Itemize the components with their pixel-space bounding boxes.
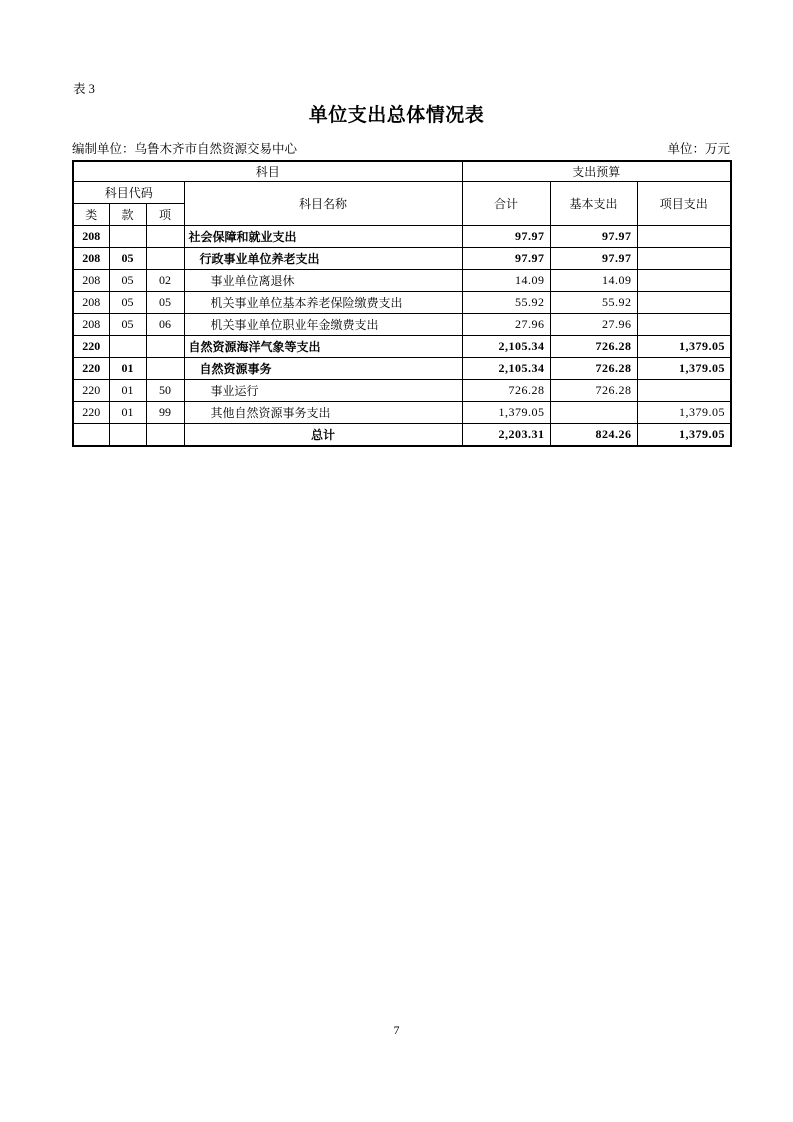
cell-basic-expenditure [550, 402, 637, 424]
cell-section-code: 05 [109, 314, 146, 336]
header-subject-code: 科目代码 [73, 182, 184, 204]
cell-project-expenditure [637, 314, 731, 336]
cell-class-code: 220 [73, 336, 109, 358]
header-item: 项 [146, 204, 184, 226]
cell-section-code [109, 336, 146, 358]
cell-basic-expenditure: 55.92 [550, 292, 637, 314]
table-row [73, 402, 731, 424]
cell-item-code: 05 [146, 292, 184, 314]
cell-basic-expenditure: 14.09 [550, 270, 637, 292]
table-body [73, 226, 731, 446]
cell-section-code: 01 [109, 358, 146, 380]
page-title: 单位支出总体情况表 [308, 105, 485, 126]
cell-basic-expenditure: 27.96 [550, 314, 637, 336]
cell-subject-name: 自然资源海洋气象等支出 [184, 336, 462, 358]
cell-project-expenditure [637, 226, 731, 248]
header-row-2 [73, 182, 731, 204]
cell-section-code: 05 [109, 248, 146, 270]
table-row [73, 336, 731, 358]
cell-section-code [109, 226, 146, 248]
cell-basic-expenditure: 726.28 [550, 336, 637, 358]
cell-section-code: 01 [109, 402, 146, 424]
cell-project-expenditure: 1,379.05 [637, 358, 731, 380]
cell-section-code: 05 [109, 270, 146, 292]
cell-class-code [73, 424, 109, 446]
cell-item-code [146, 248, 184, 270]
cell-class-code: 220 [73, 358, 109, 380]
header-project-expenditure: 项目支出 [637, 182, 731, 226]
header-expenditure-budget: 支出预算 [462, 161, 731, 182]
cell-total: 2,105.34 [462, 358, 550, 380]
meta-row [72, 139, 730, 157]
cell-subject-name: 其他自然资源事务支出 [184, 402, 462, 424]
table-row [73, 424, 731, 446]
cell-total: 27.96 [462, 314, 550, 336]
cell-basic-expenditure: 97.97 [550, 248, 637, 270]
cell-basic-expenditure: 824.26 [550, 424, 637, 446]
cell-project-expenditure [637, 270, 731, 292]
cell-class-code: 208 [73, 292, 109, 314]
cell-subject-name: 总计 [184, 424, 462, 446]
cell-subject-name: 自然资源事务 [184, 358, 462, 380]
cell-total: 14.09 [462, 270, 550, 292]
table-row [73, 248, 731, 270]
cell-class-code: 220 [73, 402, 109, 424]
cell-basic-expenditure: 726.28 [550, 358, 637, 380]
cell-item-code [146, 336, 184, 358]
cell-total: 97.97 [462, 226, 550, 248]
cell-total: 2,105.34 [462, 336, 550, 358]
cell-project-expenditure: 1,379.05 [637, 424, 731, 446]
cell-total: 2,203.31 [462, 424, 550, 446]
cell-subject-name: 事业单位离退休 [184, 270, 462, 292]
table-row [73, 380, 731, 402]
cell-total: 97.97 [462, 248, 550, 270]
cell-item-code [146, 226, 184, 248]
table-row [73, 226, 731, 248]
cell-class-code: 208 [73, 248, 109, 270]
unit-label: 单位：万元 [667, 142, 730, 156]
cell-section-code [109, 424, 146, 446]
cell-project-expenditure [637, 248, 731, 270]
table-row [73, 358, 731, 380]
header-section: 款 [109, 204, 146, 226]
cell-subject-name: 社会保障和就业支出 [184, 226, 462, 248]
cell-item-code [146, 358, 184, 380]
cell-item-code [146, 424, 184, 446]
table-row [73, 314, 731, 336]
cell-item-code: 06 [146, 314, 184, 336]
cell-basic-expenditure: 97.97 [550, 226, 637, 248]
table-row [73, 292, 731, 314]
cell-class-code: 220 [73, 380, 109, 402]
header-basic-expenditure: 基本支出 [550, 182, 637, 226]
cell-project-expenditure: 1,379.05 [637, 336, 731, 358]
header-subject-name: 科目名称 [184, 182, 462, 226]
prepared-by-label: 编制单位：乌鲁木齐市自然资源交易中心 [72, 142, 298, 156]
cell-subject-name: 机关事业单位基本养老保险缴费支出 [184, 292, 462, 314]
cell-basic-expenditure: 726.28 [550, 380, 637, 402]
page-number: 7 [393, 1023, 400, 1037]
cell-subject-name: 事业运行 [184, 380, 462, 402]
cell-class-code: 208 [73, 314, 109, 336]
expenditure-summary-table [72, 160, 732, 447]
header-subject: 科目 [73, 161, 462, 182]
cell-item-code: 02 [146, 270, 184, 292]
cell-total: 726.28 [462, 380, 550, 402]
cell-project-expenditure: 1,379.05 [637, 402, 731, 424]
cell-project-expenditure [637, 292, 731, 314]
header-total: 合计 [462, 182, 550, 226]
cell-class-code: 208 [73, 270, 109, 292]
cell-total: 1,379.05 [462, 402, 550, 424]
cell-class-code: 208 [73, 226, 109, 248]
cell-section-code: 01 [109, 380, 146, 402]
cell-project-expenditure [637, 380, 731, 402]
header-row-1 [73, 161, 731, 182]
cell-item-code: 50 [146, 380, 184, 402]
cell-total: 55.92 [462, 292, 550, 314]
table-label: 表 3 [73, 82, 95, 96]
table-row [73, 270, 731, 292]
cell-subject-name: 行政事业单位养老支出 [184, 248, 462, 270]
cell-subject-name: 机关事业单位职业年金缴费支出 [184, 314, 462, 336]
cell-section-code: 05 [109, 292, 146, 314]
cell-item-code: 99 [146, 402, 184, 424]
header-class: 类 [73, 204, 109, 226]
